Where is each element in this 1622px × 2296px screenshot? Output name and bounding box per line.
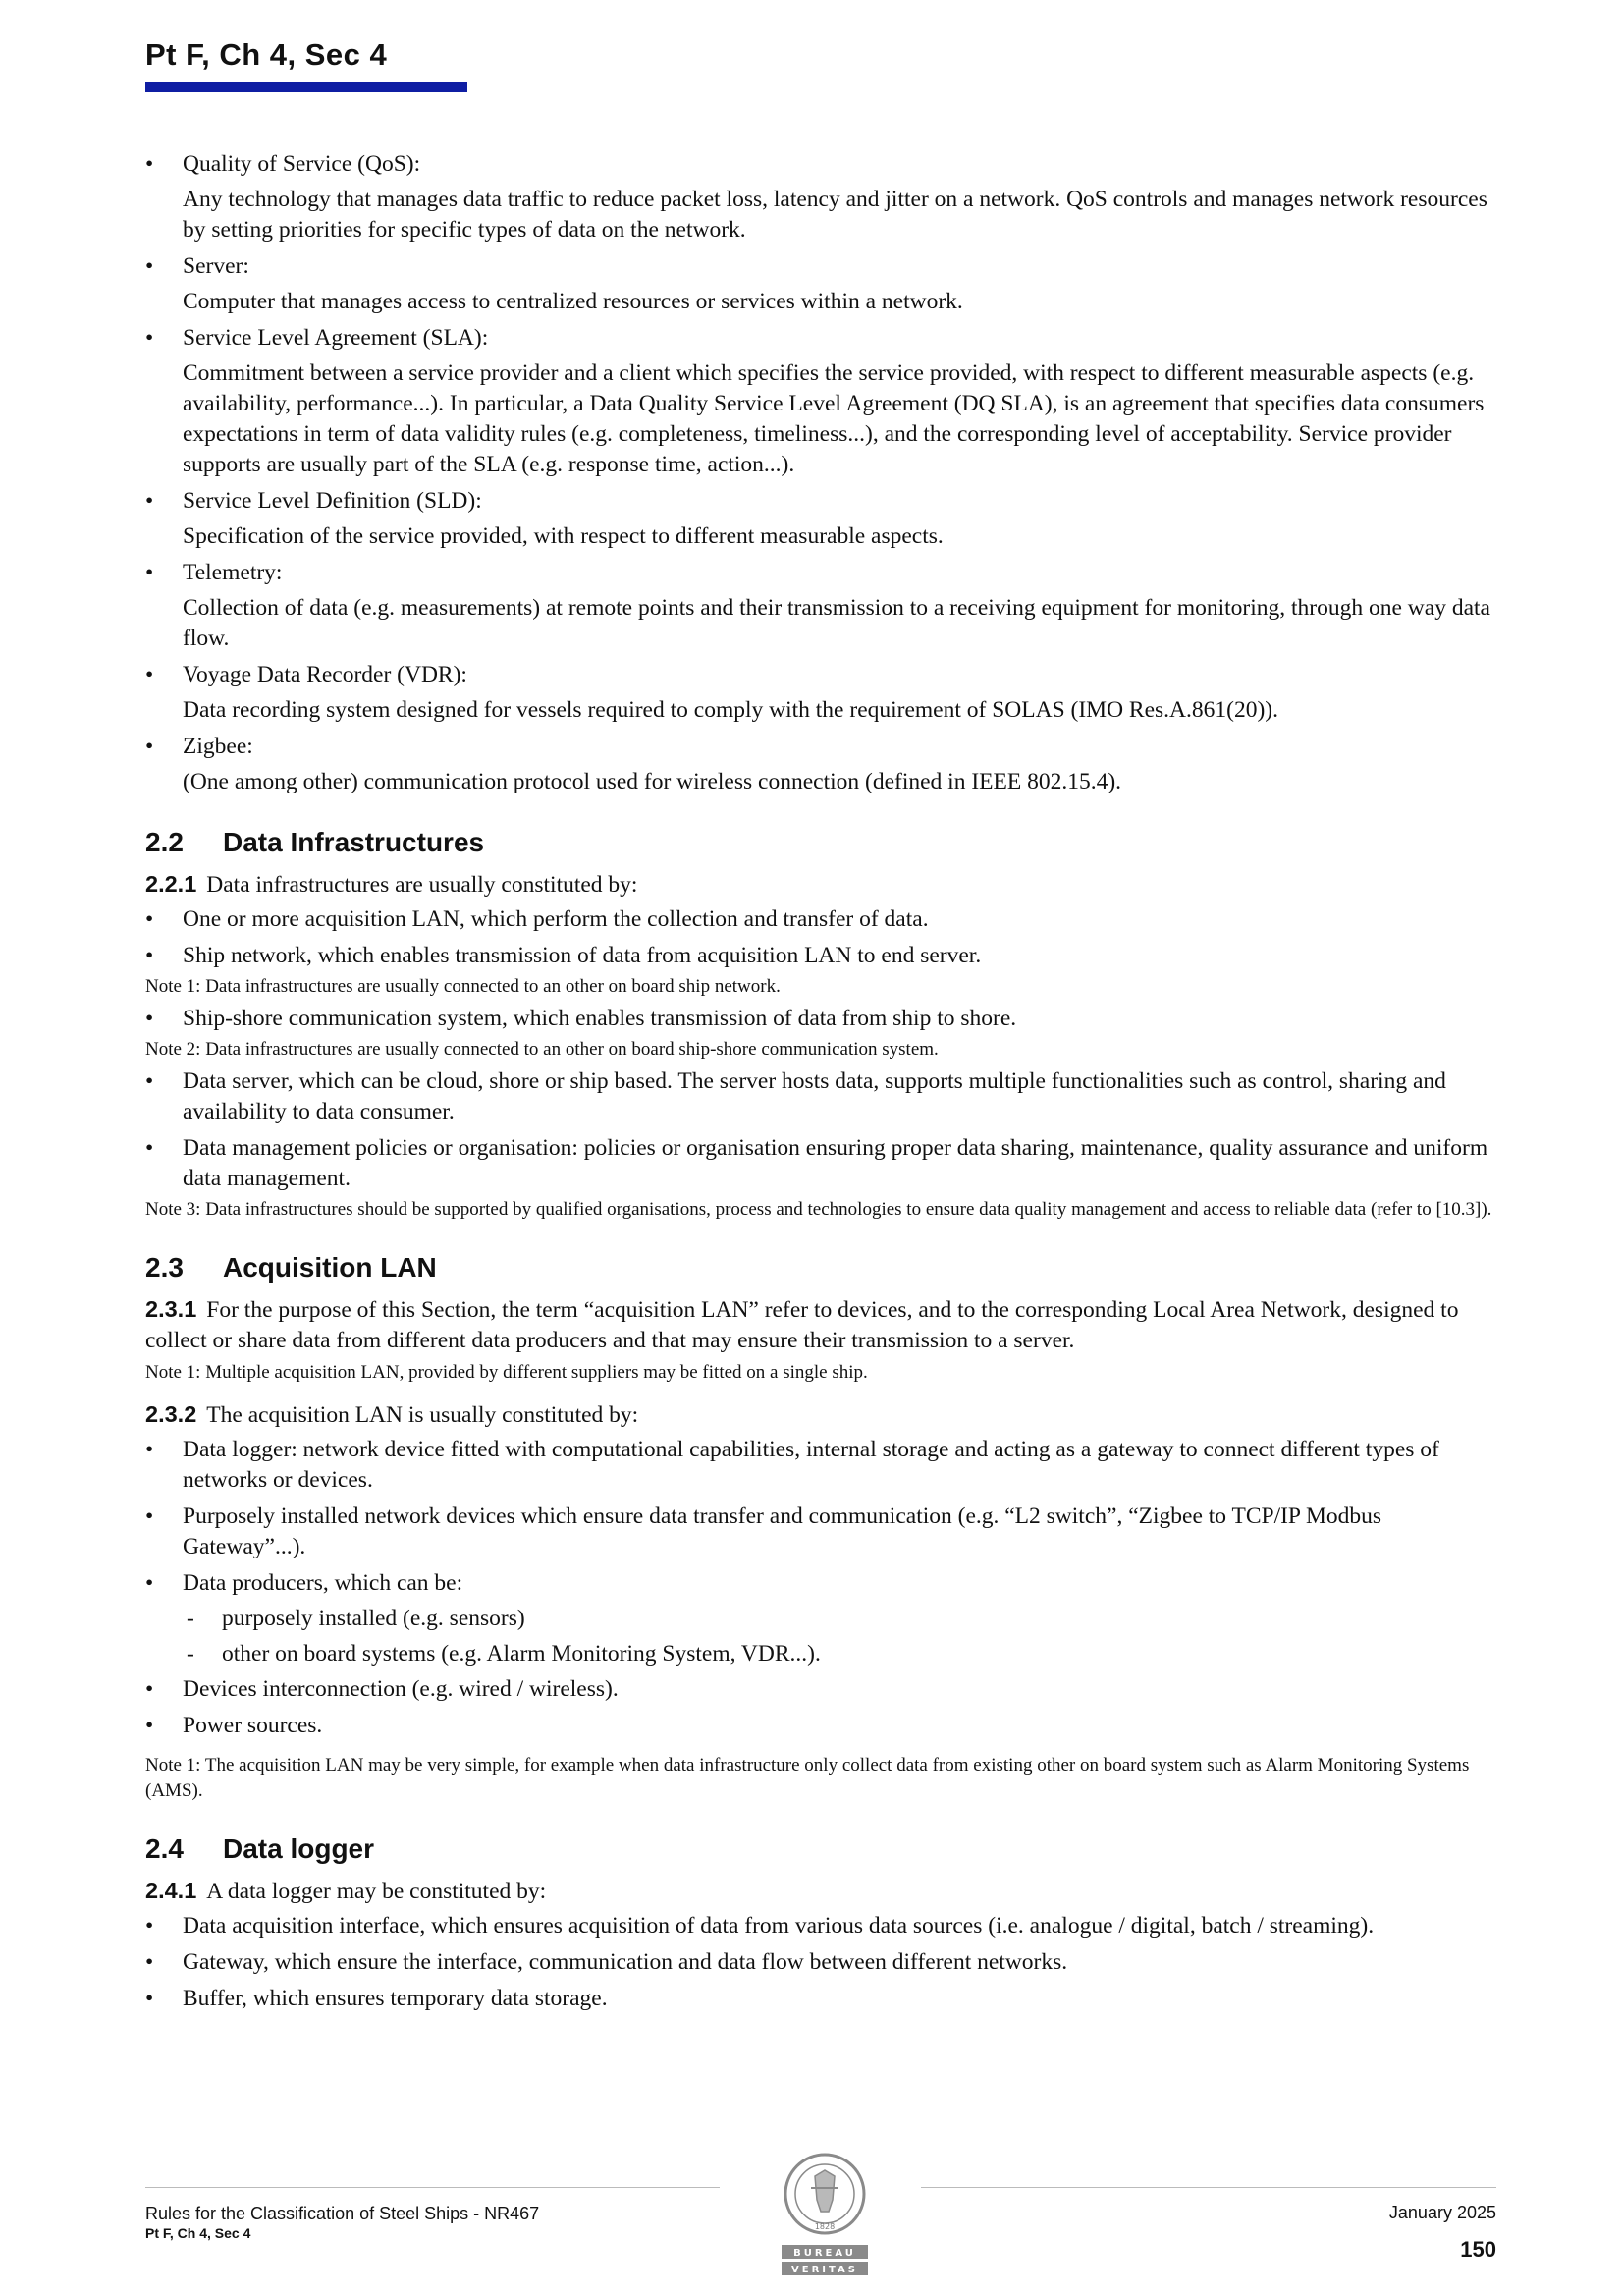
seal-text-veritas: VERITAS [791,2265,858,2275]
bullet-item: • Data logger: network device fitted with computational capabilities, internal storage and acting as a gateway to connect different types of networks or devices. [145,1435,1492,1496]
paragraph-number: 2.2.1 [145,871,197,897]
bullet-item: • Gateway, which ensure the interface, communication and data flow between different networks. [145,1947,1492,1978]
definition-text: Data recording system designed for vessels required to comply with the requirement of SOLAS (IMO Res.A.861(20)). [183,697,1278,723]
footer-divider-right [921,2187,1496,2188]
definition-text: Computer that manages access to centralized resources or services within a network. [183,289,963,314]
section-number: 2.4 [145,1833,184,1864]
section-title: Data Infrastructures [223,827,485,857]
definition-term: • Zigbee: [145,732,1492,762]
seal-text-bureau: BUREAU [793,2248,856,2259]
definition-text: Specification of the service provided, with respect to different measurable aspects. [183,523,944,549]
footer-date: January 2025 [1388,2203,1496,2222]
footer-divider-left [145,2187,720,2188]
bullet-item: • Data acquisition interface, which ensures acquisition of data from various data sources (i.e. analogue / digital, batch / streaming). [145,1911,1492,1941]
bullet-item: • Data server, which can be cloud, shore or ship based. The server hosts data, supports multiple functionalities such as control, sharing and availability to data consumer. [145,1066,1492,1127]
section-number: 2.3 [145,1252,184,1283]
definition-term: • Voyage Data Recorder (VDR): [145,660,1492,690]
bullet-item: • Purposely installed network devices which ensure data transfer and communication (e.g. “L2 switch”, “Zigbee to TCP/IP Modbus Gateway”...). [145,1502,1492,1562]
page-content [145,145,1492,2014]
paragraph-number: 2.3.2 [145,1401,197,1427]
definition-text: Any technology that manages data traffic to reduce packet loss, latency and jitter on a network. QoS controls and manages network resources by setting priorities for specific types of data on the network. [183,187,1487,243]
header-section-label: Pt F, Ch 4, Sec 4 [145,37,388,72]
bullet-item: • Devices interconnection (e.g. wired / wireless). [145,1674,1492,1705]
paragraph-number: 2.4.1 [145,1878,197,1903]
paragraph-number: 2.3.1 [145,1296,197,1322]
dash-item: - other on board systems (e.g. Alarm Monitoring System, VDR...). [145,1639,1492,1669]
bullet-item: • Ship-shore communication system, which enables transmission of data from ship to shore. [145,1004,1492,1034]
footer-left [145,2203,539,2242]
definition-term: • Server: [145,251,1492,282]
paragraph-2-3-2 [145,1399,1492,1431]
bullet-item: • Data producers, which can be: [145,1568,1492,1599]
section-heading-2-4 [145,1833,1492,1864]
seal-figure [815,2170,835,2212]
bullet-item: • Buffer, which ensures temporary data storage. [145,1984,1492,2014]
note: Note 3: Data infrastructures should be supported by qualified organisations, process and technologies to ensure data quality management and access to reliable data (refer to [10.3]). [145,1199,1492,1220]
definitions-list [145,149,1492,797]
bullet-item: • Power sources. [145,1711,1492,1741]
bureau-veritas-seal-icon [776,2151,874,2280]
footer-document-title: Rules for the Classification of Steel Ships - NR467 [145,2204,540,2223]
section-heading-2-2 [145,827,1492,857]
definition-term: • Service Level Agreement (SLA): [145,323,1492,354]
footer-section-label: Pt F, Ch 4, Sec 4 [145,2225,251,2241]
note: Note 1: Data infrastructures are usually connected to an other on board ship network. [145,976,781,997]
paragraph-text: The acquisition LAN is usually constituted by: [206,1402,639,1428]
note: Note 1: Multiple acquisition LAN, provided by different suppliers may be fitted on a single ship. [145,1362,868,1383]
bullet-item: • One or more acquisition LAN, which perform the collection and transfer of data. [145,904,1492,935]
paragraph-text: For the purpose of this Section, the term “acquisition LAN” refer to devices, and to the corresponding Local Area Network, designed to collect or share data from different data producers and that may ensure their transmission to a server. [145,1297,1459,1353]
section-title: Data logger [223,1833,375,1864]
paragraph-text: Data infrastructures are usually constituted by: [206,872,638,898]
section-title: Acquisition LAN [223,1252,437,1283]
bullet-item: • Data management policies or organisation: policies or organisation ensuring proper data sharing, maintenance, quality assurance and uniform data management. [145,1133,1492,1194]
definition-text: Collection of data (e.g. measurements) at remote points and their transmission to a receiving equipment for monitoring, through one way data flow. [183,595,1490,651]
note: Note 2: Data infrastructures are usually connected to an other on board ship-shore communication system. [145,1039,939,1060]
page-header [145,37,387,73]
seal-year: 1828 [814,2222,836,2231]
header-accent-bar [145,82,467,92]
definition-term: • Service Level Definition (SLD): [145,486,1492,517]
dash-item: - purposely installed (e.g. sensors) [145,1604,1492,1634]
page-number: 150 [1460,2237,1496,2262]
bullet-item: • Ship network, which enables transmission of data from acquisition LAN to end server. [145,941,1492,971]
section-number: 2.2 [145,827,184,857]
paragraph-2-4-1 [145,1876,1492,1907]
definition-text: Commitment between a service provider and a client which specifies the service provided, with respect to different measurable aspects (e.g. availability, performance...). In particular, a Data Quality Service Level Agreement (DQ SLA), is an agreement that specifies data consumers expectations in term of data validity rules (e.g. completeness, timeliness...), and the corresponding level of acceptability. Service provider supports are usually part of the SLA (e.g. response time, action...). [183,360,1485,477]
definition-text: (One among other) communication protocol used for wireless connection (defined in IEEE 802.15.4). [183,769,1122,794]
definition-term: • Quality of Service (QoS): [145,149,1492,180]
note: Note 1: The acquisition LAN may be very simple, for example when data infrastructure only collect data from existing other on board system such as Alarm Monitoring Systems (AMS). [145,1755,1470,1801]
section-heading-2-3 [145,1252,1492,1283]
definition-term: • Telemetry: [145,558,1492,588]
paragraph-text: A data logger may be constituted by: [206,1879,547,1904]
paragraph-2-2-1 [145,869,1492,901]
paragraph-2-3-1 [145,1294,1492,1356]
